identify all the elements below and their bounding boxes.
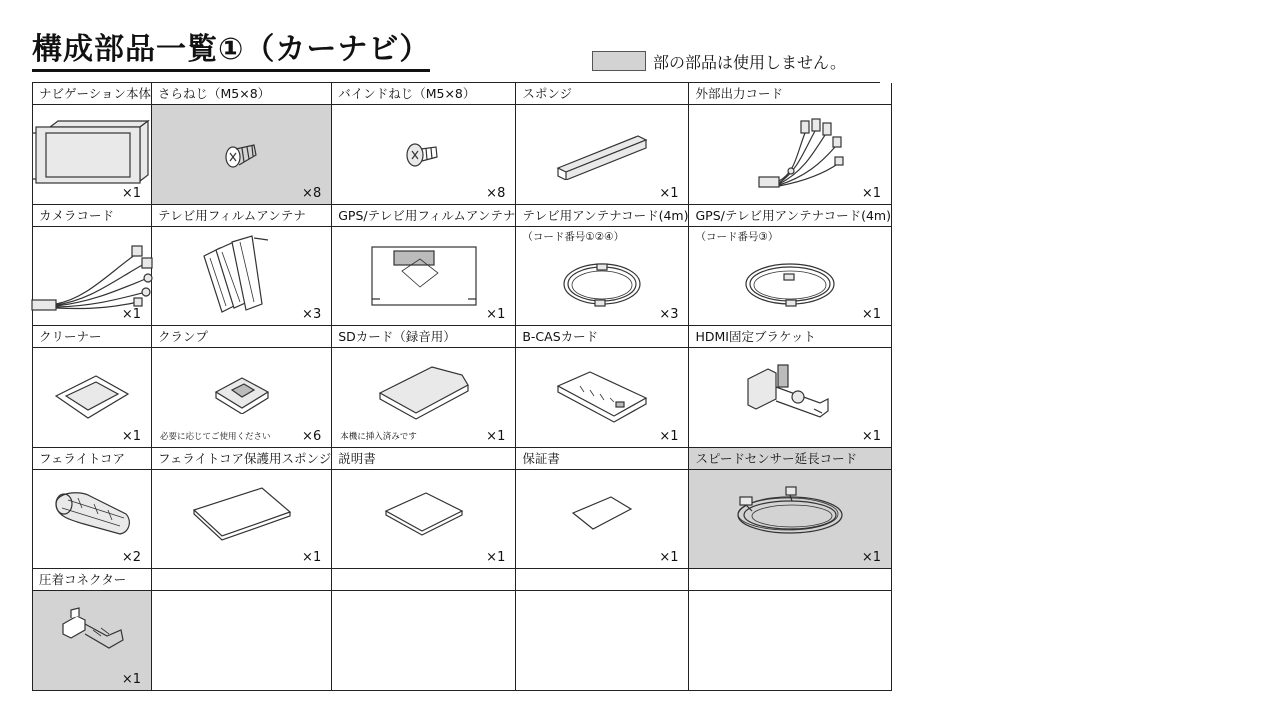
- ferrite-sponge-illustration: [190, 484, 294, 542]
- part-qty: ×1: [861, 307, 881, 323]
- part-cell-sponge: [516, 83, 689, 205]
- warranty-illustration: [569, 493, 635, 533]
- part-qty: ×2: [121, 550, 142, 566]
- gps-antenna-cord-illustration: [740, 254, 840, 310]
- part-cell-sd-card: [332, 326, 516, 448]
- bind-screw-icon: [404, 137, 444, 171]
- part-name: HDMI固定ブラケット: [689, 326, 891, 348]
- part-name: テレビ用フィルムアンテナ: [152, 205, 331, 227]
- part-qty: ×1: [121, 185, 142, 201]
- gps-film-antenna-illustration: [368, 243, 480, 309]
- part-cell-bcas-card: [516, 326, 689, 448]
- part-qty: ×1: [659, 428, 679, 444]
- part-cell-flat-screw: [152, 83, 332, 205]
- usage-note: 本機に挿入済みです: [340, 431, 417, 442]
- speed-sensor-cord-illustration: [730, 483, 850, 543]
- part-name: 保証書: [516, 448, 688, 470]
- part-qty: ×1: [121, 428, 142, 444]
- part-cell-ferrite-core: [33, 448, 152, 570]
- part-name: スポンジ: [516, 83, 688, 105]
- part-qty: ×1: [302, 550, 322, 566]
- camera-cord-illustration: [26, 236, 158, 316]
- part-name: カメラコード: [33, 205, 151, 227]
- part-qty: ×1: [121, 307, 142, 323]
- part-qty: ×3: [659, 307, 679, 323]
- clamp-illustration: [212, 370, 272, 414]
- part-name: フェライトコア保護用スポンジ: [152, 448, 331, 470]
- part-name: フェライトコア: [33, 448, 151, 470]
- usage-note: 必要に応じてご使用ください: [160, 431, 271, 442]
- part-cell-bind-screw: [332, 83, 516, 205]
- part-qty: ×1: [486, 307, 506, 323]
- part-cell-clamp: [152, 326, 332, 448]
- part-cell-gps-film-antenna: [332, 205, 516, 327]
- sd-card-illustration: [376, 363, 472, 421]
- part-name: GPS/テレビ用アンテナコード(4m): [689, 205, 891, 227]
- output-cord-illustration: [735, 113, 845, 195]
- part-cell-output-cord: [689, 83, 892, 205]
- legend-text: 部の部品は使用しません。: [653, 52, 846, 72]
- part-cell-warranty: [516, 448, 689, 570]
- flat-screw-icon: [222, 137, 262, 171]
- part-name: SDカード（録音用）: [332, 326, 515, 348]
- part-name: テレビ用アンテナコード(4m): [516, 205, 688, 227]
- part-cell-camera-cord: [33, 205, 152, 327]
- part-qty: ×1: [659, 185, 679, 201]
- part-qty: ×6: [302, 428, 322, 444]
- part-cell-gps-antenna-cord: [689, 205, 892, 327]
- empty-cell: [152, 569, 332, 691]
- part-qty: ×8: [302, 185, 322, 201]
- empty-header: [332, 569, 515, 591]
- part-cell-hdmi-bracket: [689, 326, 892, 448]
- part-name: クリーナー: [33, 326, 151, 348]
- part-name: GPS/テレビ用フィルムアンテナ: [332, 205, 515, 227]
- legend: [592, 49, 846, 73]
- part-cell-tv-antenna-cord: [516, 205, 689, 327]
- empty-cell: [332, 569, 516, 691]
- part-qty: ×8: [486, 185, 506, 201]
- parts-table: [32, 82, 891, 691]
- crimp-connector-illustration: [57, 606, 127, 656]
- empty-cell: [689, 569, 892, 691]
- empty-header: [516, 569, 688, 591]
- part-name: 圧着コネクター: [33, 569, 151, 591]
- part-name: クランプ: [152, 326, 331, 348]
- part-name: 説明書: [332, 448, 515, 470]
- tv-film-antenna-illustration: [202, 234, 282, 318]
- page-title: 構成部品一覧①（カーナビ）: [32, 32, 430, 72]
- part-qty: ×1: [861, 550, 881, 566]
- part-cell-ferrite-sponge: [152, 448, 332, 570]
- empty-header: [689, 569, 891, 591]
- part-cell-tv-film-antenna: [152, 205, 332, 327]
- part-qty: ×1: [861, 428, 881, 444]
- tv-antenna-cord-illustration: [557, 254, 647, 310]
- part-cell-crimp-connector: [33, 569, 152, 691]
- part-name: B-CASカード: [516, 326, 688, 348]
- part-qty: ×1: [121, 671, 142, 687]
- part-cell-navi-unit: [33, 83, 152, 205]
- part-qty: ×3: [302, 307, 322, 323]
- part-name: ナビゲーション本体: [33, 83, 151, 105]
- part-qty: ×1: [486, 550, 506, 566]
- legend-swatch: [592, 51, 646, 71]
- part-qty: ×1: [486, 428, 506, 444]
- hdmi-bracket-illustration: [742, 359, 838, 425]
- code-number-note: （コード番号③）: [695, 230, 779, 243]
- cleaner-illustration: [52, 372, 132, 422]
- navi-unit-illustration: [32, 119, 152, 189]
- bcas-card-illustration: [554, 368, 650, 426]
- part-qty: ×1: [861, 185, 881, 201]
- empty-header: [152, 569, 331, 591]
- part-qty: ×1: [659, 550, 679, 566]
- part-name: スピードセンサー延長コード: [689, 448, 891, 470]
- part-cell-speed-sensor-cord: [689, 448, 892, 570]
- empty-cell: [516, 569, 689, 691]
- code-number-note: （コード番号①②④）: [522, 230, 625, 243]
- part-name: 外部出力コード: [689, 83, 891, 105]
- part-name: バインドねじ（M5×8）: [332, 83, 515, 105]
- sponge-illustration: [554, 128, 650, 180]
- manual-illustration: [382, 489, 466, 537]
- part-cell-cleaner: [33, 326, 152, 448]
- part-name: さらねじ（M5×8）: [152, 83, 331, 105]
- ferrite-core-illustration: [50, 486, 134, 540]
- part-cell-manual: [332, 448, 516, 570]
